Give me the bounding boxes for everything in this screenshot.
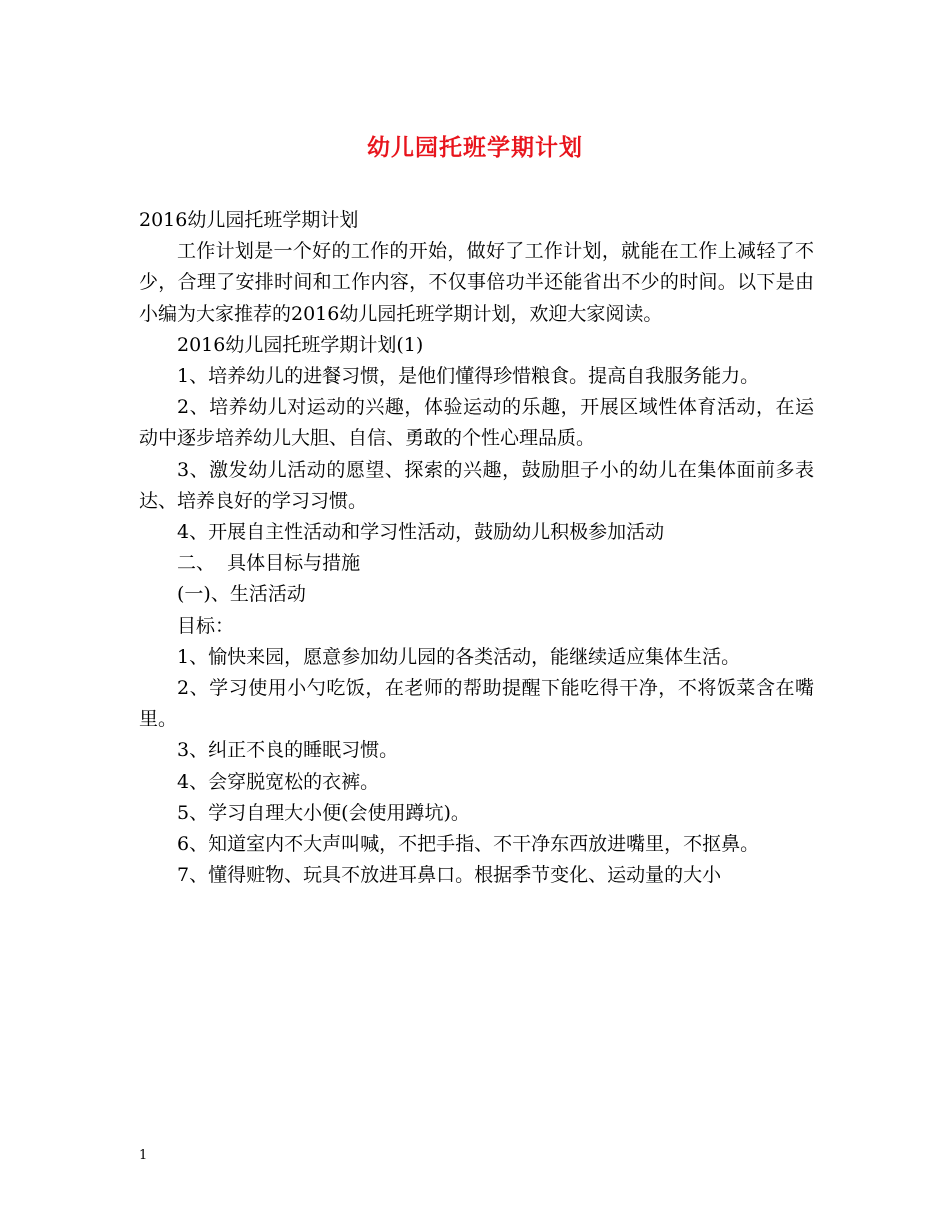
page-number: 1 [139,1148,148,1163]
document-body [139,205,814,891]
section-heading: 二、 具体目标与措施 [177,552,361,575]
paragraph: 2、培养幼儿对运动的兴趣，体验运动的乐趣，开展区域性体育活动，在运动中逐步培养幼儿大胆、自信、勇敢的个性心理品质。 [139,396,814,450]
list-item: 5、学习自理大小便(会使用蹲坑)。 [177,801,470,824]
paragraph: 3、激发幼儿活动的愿望、探索的兴趣，鼓励胆子小的幼儿在集体面前多表达、培养良好的学习习惯。 [139,458,814,512]
list-item: 4、会穿脱宽松的衣裤。 [177,770,380,793]
document-title: 幼儿园托班学期计划 [367,134,583,161]
list-item: 3、纠正不良的睡眠习惯。 [177,739,399,762]
paragraph: 2016幼儿园托班学期计划 [139,209,359,231]
list-item: 2、学习使用小勺吃饭，在老师的帮助提醒下能吃得干净，不将饭菜含在嘴里。 [139,677,814,731]
list-item: 1、愉快来园，愿意参加幼儿园的各类活动，能继续适应集体生活。 [177,645,741,668]
paragraph: 4、开展自主性活动和学习性活动，鼓励幼儿积极参加活动 [177,521,665,544]
paragraph: 2016幼儿园托班学期计划(1) [177,333,424,356]
paragraph: 1、培养幼儿的进餐习惯，是他们懂得珍惜粮食。提高自我服务能力。 [177,365,760,388]
list-item: 7、懂得赃物、玩具不放进耳鼻口。根据季节变化、运动量的大小 [177,864,722,887]
goal-label: 目标： [177,614,235,637]
list-item: 6、知道室内不大声叫喊，不把手指、不干净东西放进嘴里，不抠鼻。 [177,833,760,856]
paragraph: 工作计划是一个好的工作的开始，做好了工作计划，就能在工作上减轻了不少，合理了安排时间和工作内容，不仅事倍功半还能省出不少的时间。以下是由小编为大家推荐的2016幼儿园托班学期计划，欢迎大家阅读。 [139,240,814,325]
subsection-heading: (一)、生活活动 [177,583,306,606]
